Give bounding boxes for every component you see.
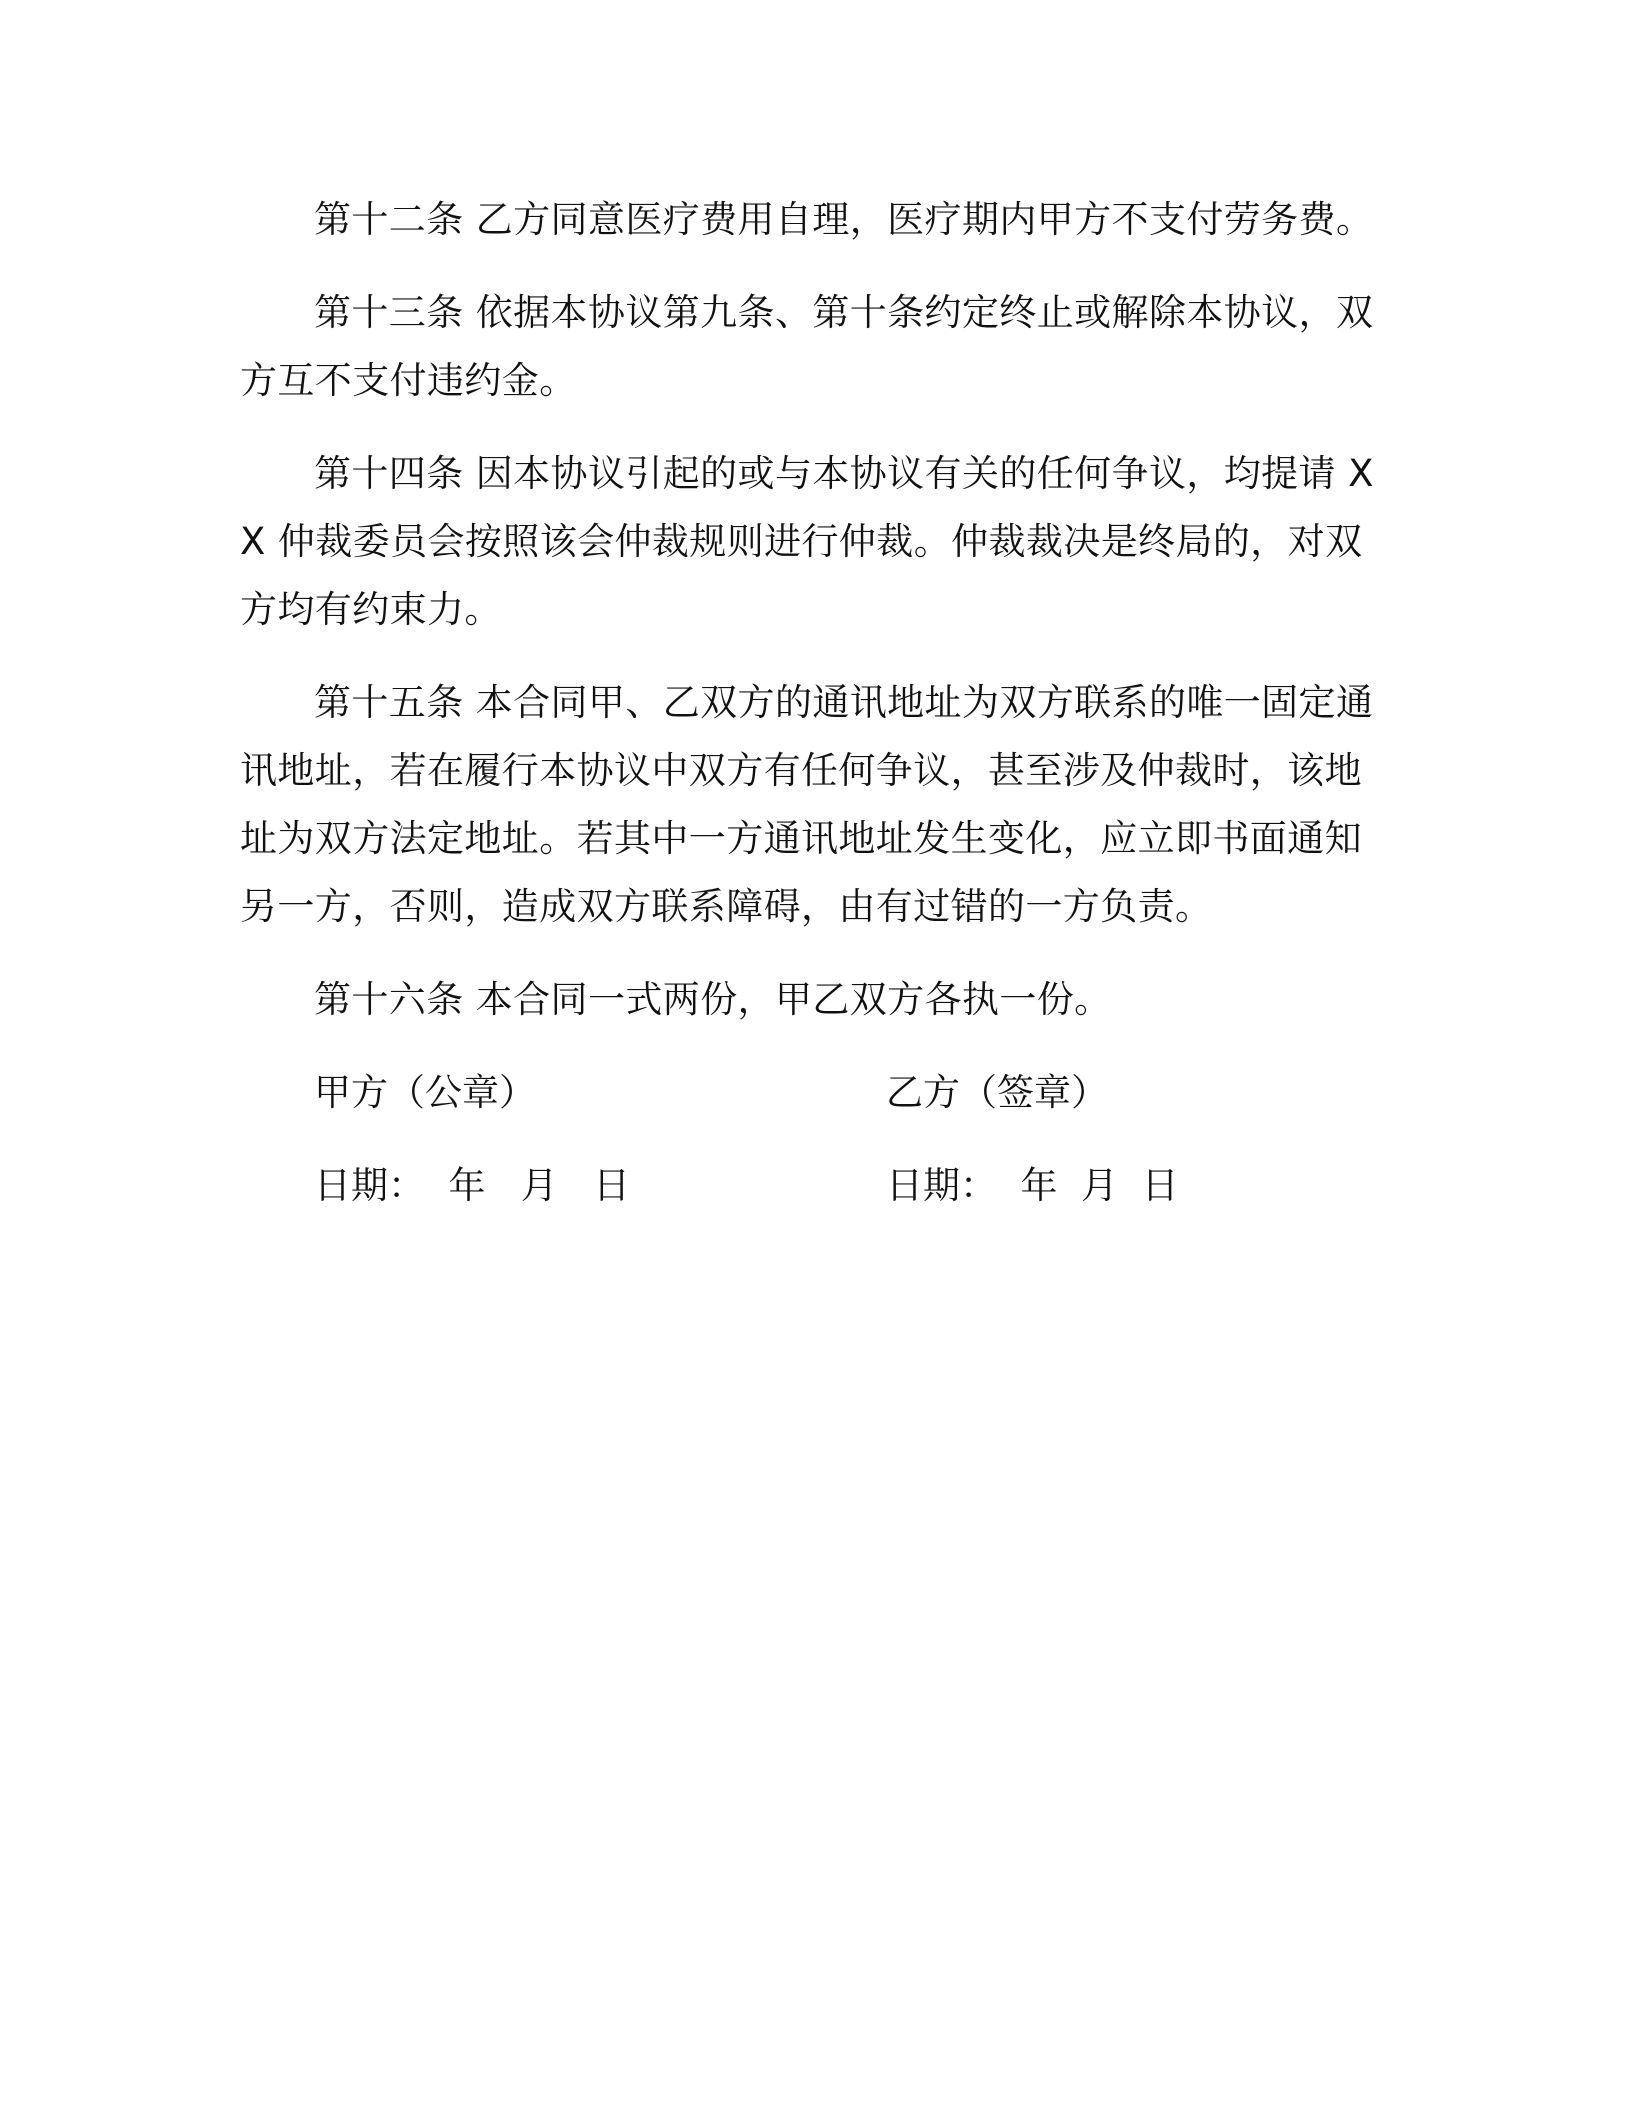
article-13: 第十三条 依据本协议第九条、第十条约定终止或解除本协议，双方互不支付违约金。: [240, 291, 1374, 402]
document-body: [240, 186, 1385, 1245]
article-15: 第十五条 本合同甲、乙双方的通讯地址为双方联系的唯一固定通讯地址，若在履行本协议中双方有任何争议，甚至涉及仲裁时，该地址为双方法定地址。若其中一方通讯地址发生变化，应立即书面通知另一方，否则，造成双方联系障碍，由有过错的一方负责。: [240, 681, 1374, 928]
party-a-date: 日期： 年 月 日: [314, 1164, 631, 1207]
article-12: 第十二条 乙方同意医疗费用自理，医疗期内甲方不支付劳务费。: [314, 198, 1374, 241]
signature-labels-row: [240, 1059, 1385, 1127]
signature-dates-row: [240, 1152, 1385, 1220]
article-16: 第十六条 本合同一式两份，甲乙双方各执一份。: [314, 978, 1112, 1021]
party-b-sign-label: 乙方（签章）: [886, 1071, 1108, 1114]
party-a-seal-label: 甲方（公章）: [314, 1071, 536, 1114]
article-14: 第十四条 因本协议引起的或与本协议有关的任何争议，均提请 XX 仲裁委员会按照该会仲裁规则进行仲裁。仲裁裁决是终局的，对双方均有约束力。: [240, 452, 1374, 631]
party-b-date: 日期： 年 月 日: [886, 1164, 1179, 1207]
